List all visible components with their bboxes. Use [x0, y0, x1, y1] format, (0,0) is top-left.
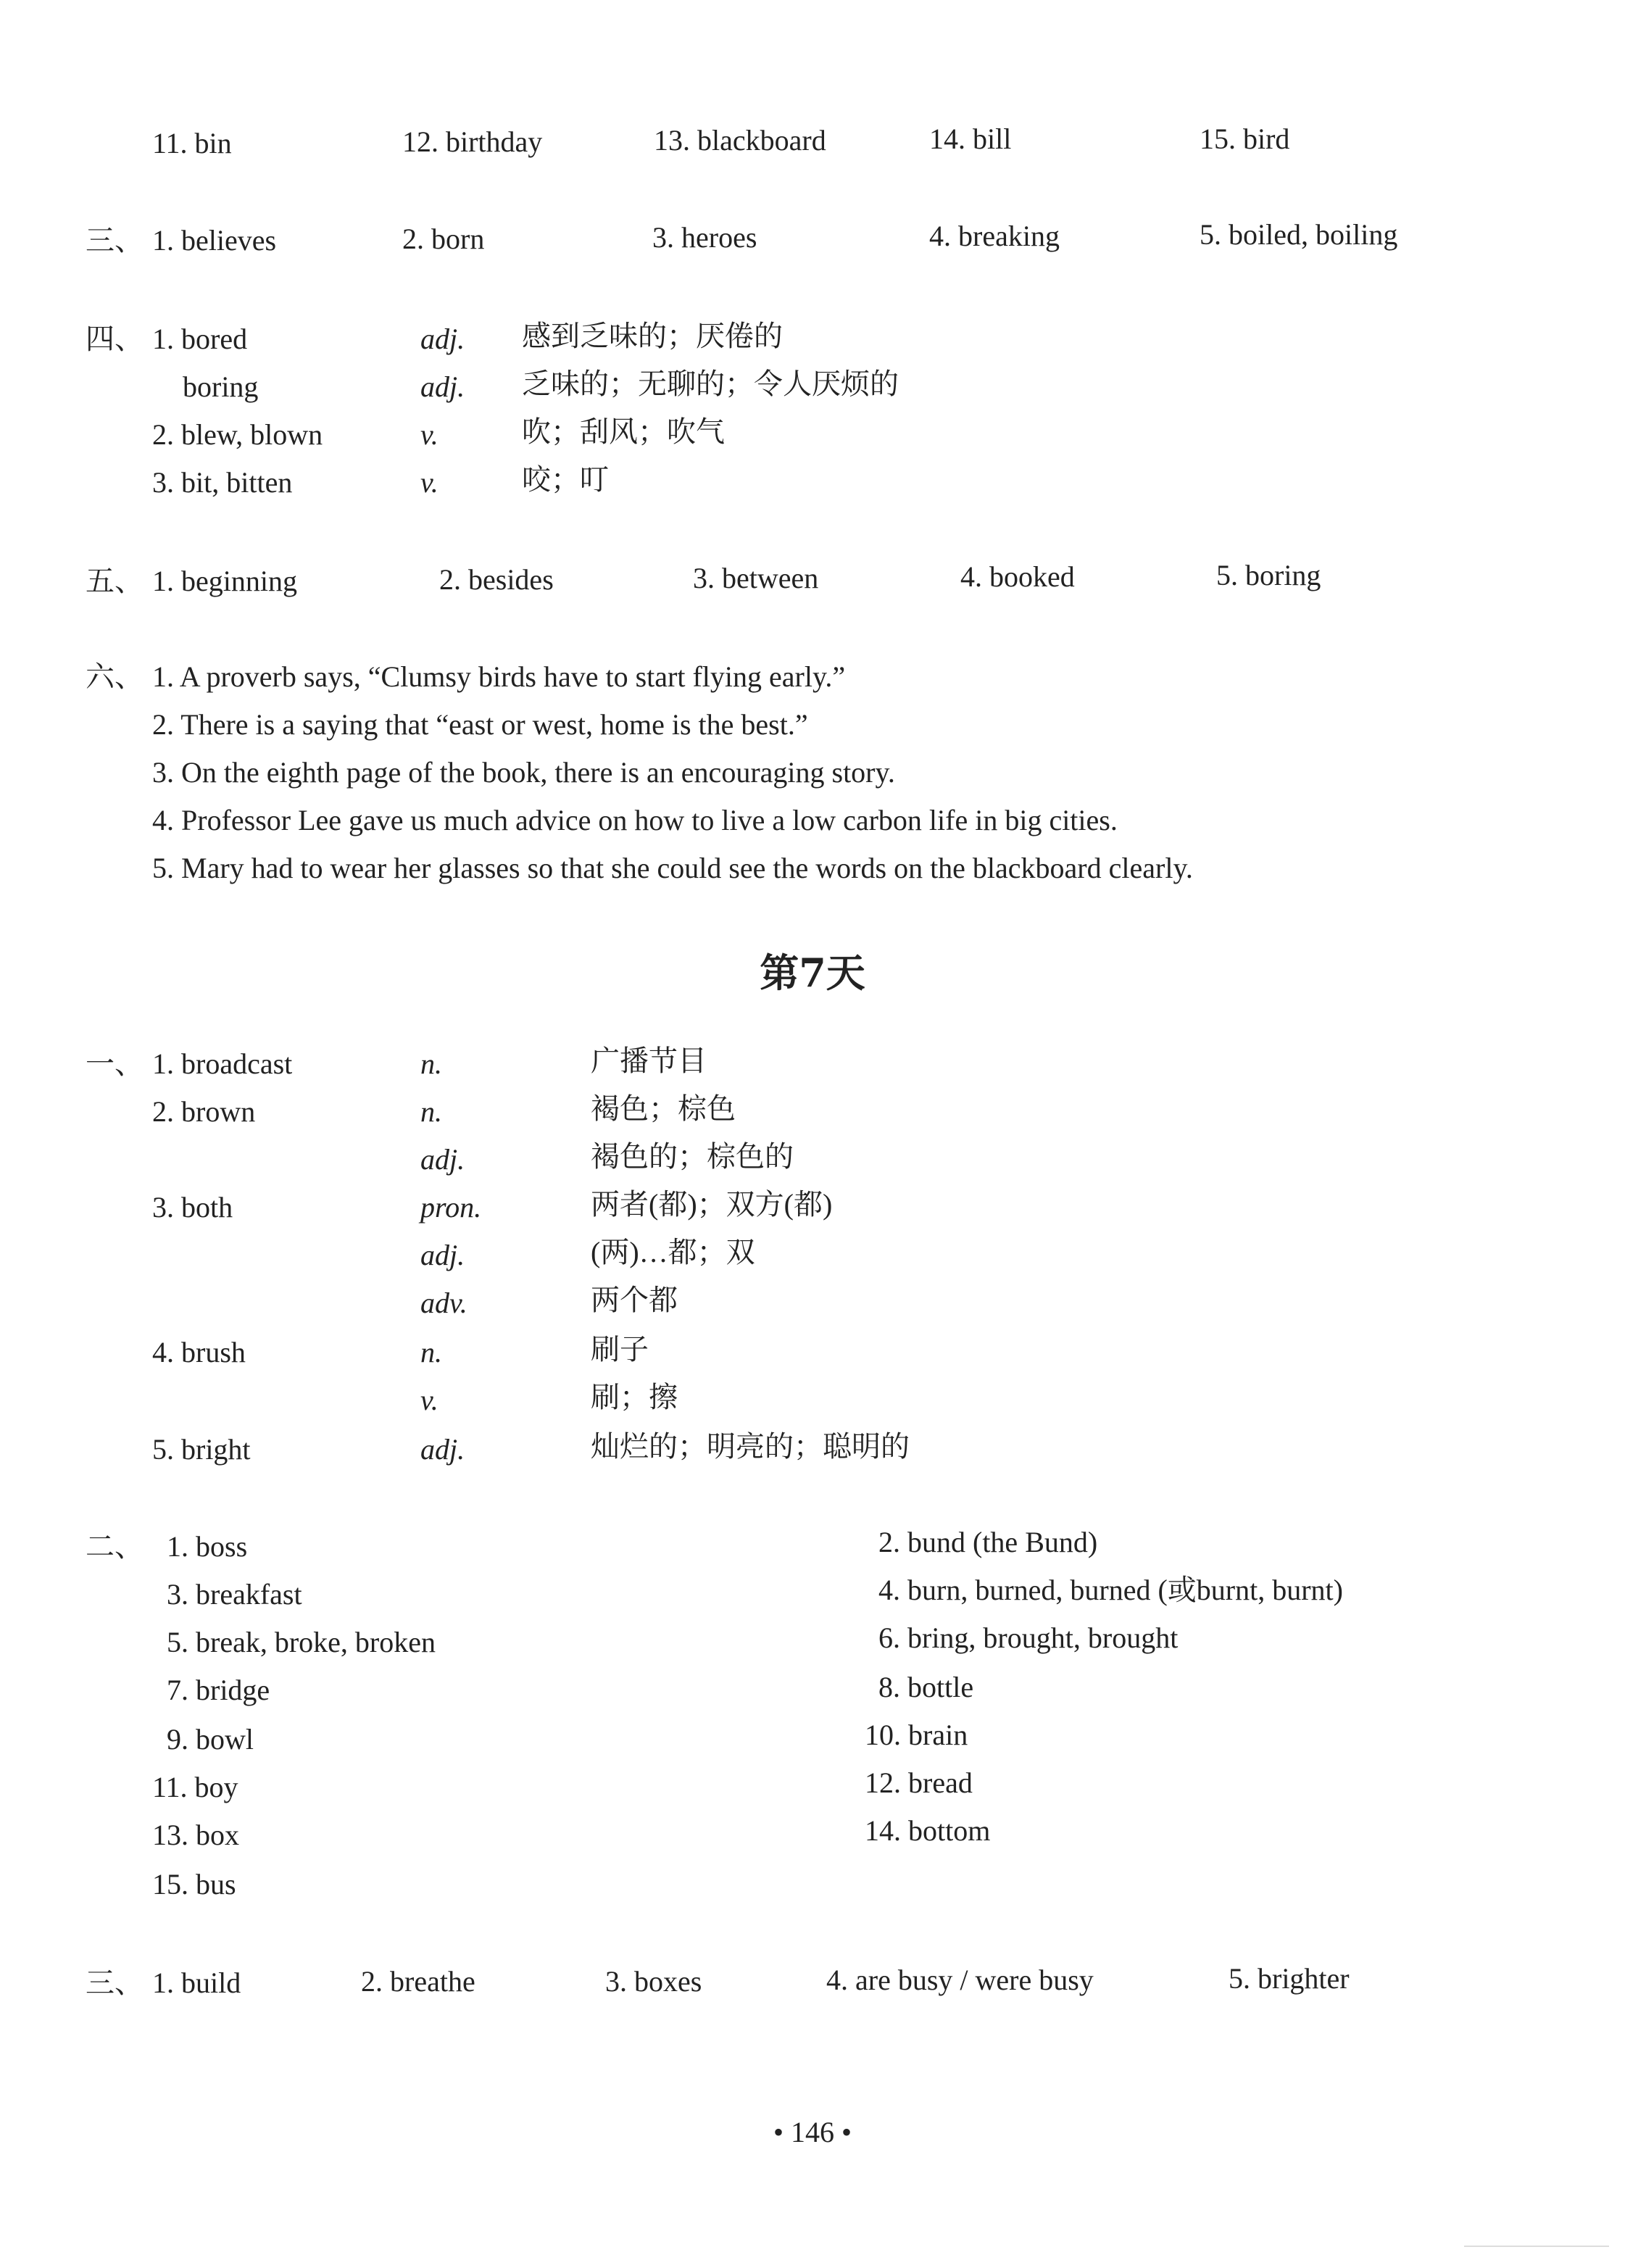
vocab-pos: n.: [420, 1047, 442, 1080]
vocab-pos: adv.: [420, 1287, 467, 1319]
vocab-word: 2. brown: [152, 1095, 256, 1128]
answer-item: 5. boiled, boiling: [1200, 218, 1398, 251]
answer-item: 8. bottle: [878, 1671, 974, 1703]
answer-item: 4. booked: [960, 560, 1075, 593]
answer-item: 12. birthday: [402, 125, 543, 158]
vocab-meaning: 两者(都)；双方(都): [591, 1188, 833, 1221]
vocab-meaning: 刷；擦: [591, 1381, 678, 1413]
answer-item: 12. bread: [865, 1766, 973, 1799]
section-label: 一、: [86, 1047, 144, 1080]
vocab-pos: adj.: [420, 323, 465, 355]
scan-edge-line: [1464, 2246, 1609, 2247]
answer-item: 1. beginning: [152, 565, 297, 597]
answer-item: 5. boring: [1216, 559, 1321, 591]
answer-item: 4. burn, burned, burned (或burnt, burnt): [878, 1574, 1343, 1606]
answer-item: 3. breakfast: [167, 1578, 302, 1611]
answer-item: 1. build: [152, 1966, 241, 1999]
answer-item: 13. blackboard: [654, 124, 826, 157]
answer-item: 13. box: [152, 1819, 239, 1851]
answer-item: 14. bottom: [865, 1814, 991, 1847]
answer-item: 2. besides: [439, 563, 554, 596]
answer-item: 11. boy: [152, 1771, 238, 1803]
section-label: 二、: [86, 1530, 144, 1563]
vocab-pos: v.: [420, 1384, 439, 1416]
vocab-word: 2. blew, blown: [152, 418, 323, 451]
answer-item: 4. breaking: [929, 220, 1060, 252]
sentence: 4. Professor Lee gave us much advice on how to live a low carbon life in big cities.: [152, 804, 1118, 836]
section-label: 六、: [86, 660, 144, 693]
page-title: 第7天: [760, 950, 865, 996]
answer-item: 2. born: [402, 223, 485, 255]
vocab-pos: adj.: [420, 1239, 465, 1271]
vocab-pos: adj.: [420, 1143, 465, 1176]
answer-item: 6. bring, brought, brought: [878, 1621, 1179, 1654]
vocab-meaning: 咬；叮: [522, 463, 609, 496]
answer-item: 3. between: [693, 562, 819, 594]
vocab-meaning: 吹；刮风；吹气: [522, 415, 725, 448]
vocab-word: 3. bit, bitten: [152, 466, 293, 499]
vocab-meaning: 褐色；棕色: [591, 1092, 736, 1125]
section-label: 五、: [86, 565, 144, 597]
vocab-word: boring: [183, 370, 259, 403]
answer-item: 11. bin: [152, 127, 232, 159]
vocab-pos: n.: [420, 1336, 442, 1368]
answer-item: 1. boss: [167, 1530, 248, 1563]
vocab-pos: adj.: [420, 370, 465, 403]
answer-item: 3. boxes: [605, 1965, 702, 1998]
vocab-meaning: 灿烂的；明亮的；聪明的: [591, 1430, 910, 1463]
vocab-word: 3. both: [152, 1191, 233, 1224]
answer-item: 4. are busy / were busy: [826, 1964, 1094, 1996]
answer-item: 5. break, broke, broken: [167, 1626, 436, 1658]
sentence: 3. On the eighth page of the book, there is an encouraging story.: [152, 756, 895, 789]
vocab-word: 1. bored: [152, 323, 248, 355]
vocab-meaning: 广播节目: [591, 1044, 707, 1077]
section-label: 三、: [86, 1966, 144, 1999]
vocab-meaning: 两个都: [591, 1284, 678, 1316]
answer-item: 2. breathe: [361, 1965, 475, 1998]
answer-item: 15. bus: [152, 1868, 236, 1901]
answer-item: 9. bowl: [167, 1723, 254, 1756]
section-label: 四、: [86, 323, 144, 355]
vocab-word: 5. bright: [152, 1433, 251, 1466]
answer-item: 2. bund (the Bund): [878, 1526, 1098, 1558]
vocab-pos: adj.: [420, 1433, 465, 1466]
vocab-word: 4. brush: [152, 1336, 246, 1368]
answer-item: 14. bill: [929, 122, 1012, 155]
sentence: 2. There is a saying that “east or west, home is the best.”: [152, 708, 808, 741]
answer-item: 7. bridge: [167, 1674, 270, 1706]
vocab-pos: v.: [420, 466, 439, 499]
vocab-meaning: 褐色的；棕色的: [591, 1140, 794, 1173]
vocab-meaning: (两)…都；双: [591, 1236, 755, 1268]
vocab-meaning: 乏味的；无聊的；令人厌烦的: [522, 367, 899, 400]
answer-item: 3. heroes: [652, 221, 757, 254]
vocab-word: 1. broadcast: [152, 1047, 293, 1080]
vocab-meaning: 感到乏味的；厌倦的: [522, 320, 783, 352]
sentence: 1. A proverb says, “Clumsy birds have to start flying early.”: [152, 660, 846, 693]
vocab-pos: n.: [420, 1095, 442, 1128]
page-number: • 146 •: [773, 2116, 852, 2148]
vocab-pos: pron.: [420, 1191, 482, 1224]
answer-item: 10. brain: [865, 1719, 968, 1751]
vocab-pos: v.: [420, 418, 439, 451]
answer-item: 1. believes: [152, 224, 277, 257]
answer-item: 15. bird: [1200, 122, 1290, 155]
vocab-meaning: 刷子: [591, 1333, 649, 1366]
answer-item: 5. brighter: [1229, 1962, 1350, 1995]
section-label: 三、: [86, 224, 144, 257]
sentence: 5. Mary had to wear her glasses so that she could see the words on the blackboard clearly.: [152, 852, 1193, 884]
